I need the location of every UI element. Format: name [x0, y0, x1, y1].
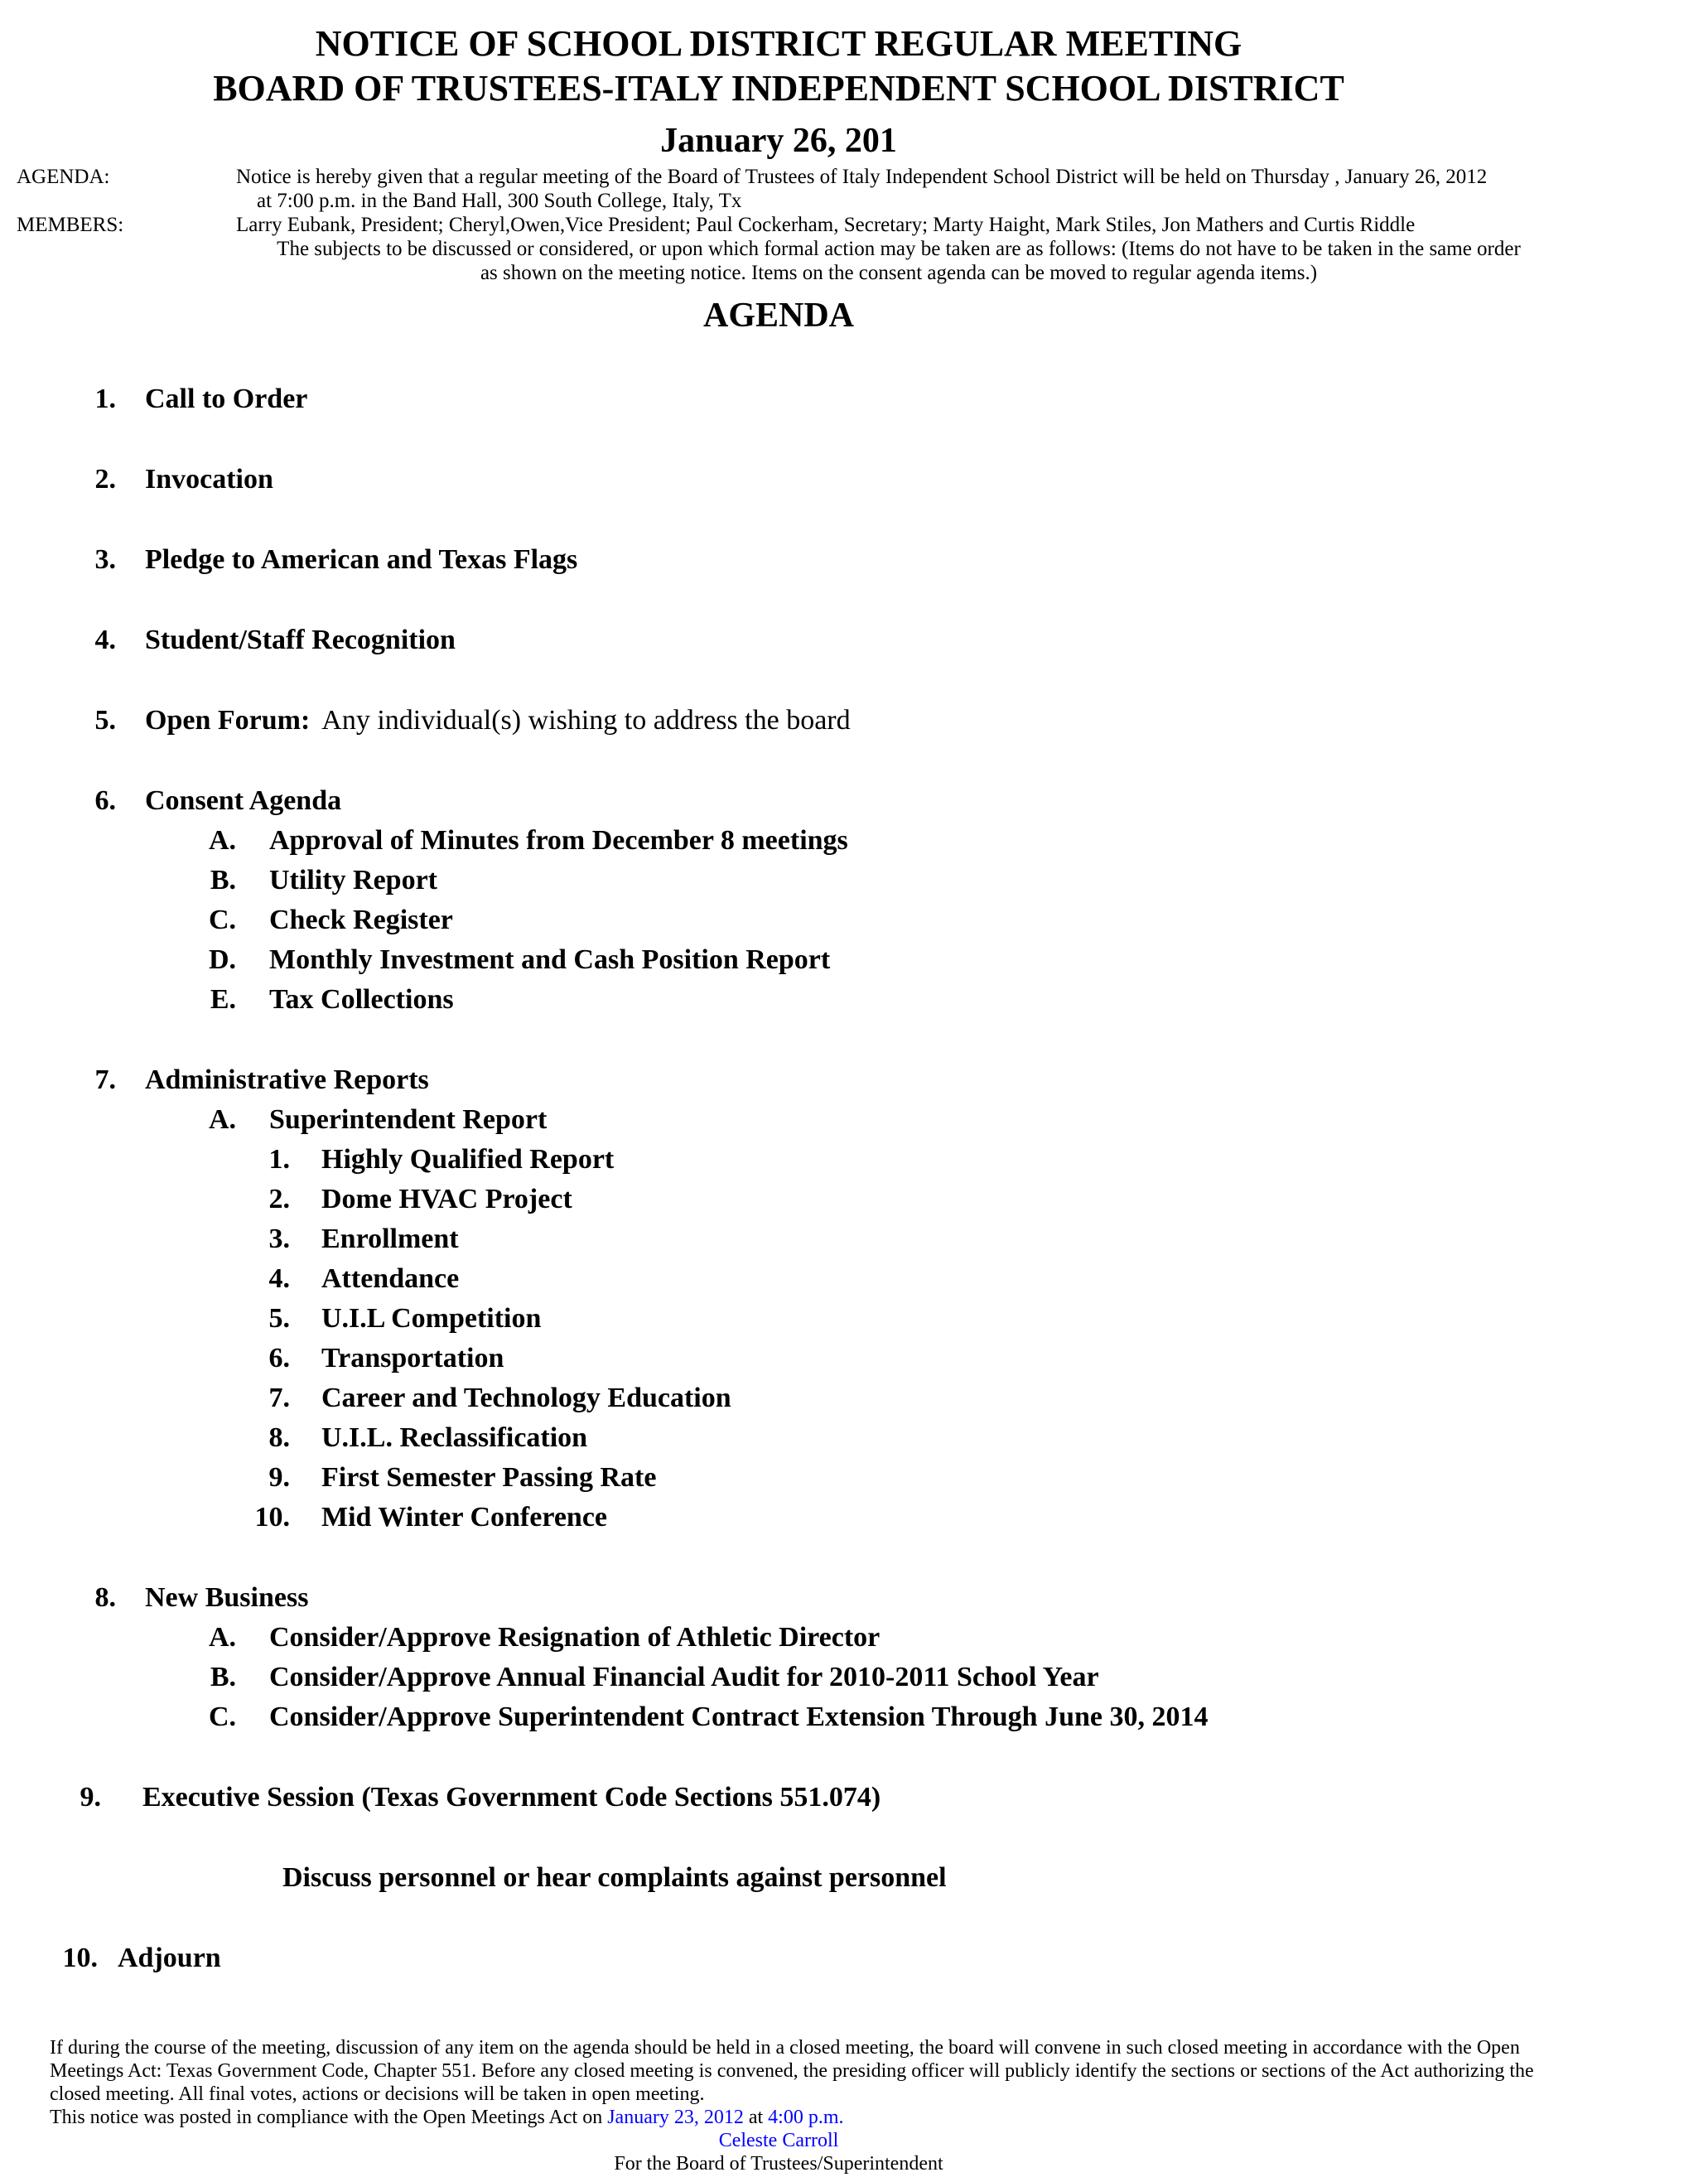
agenda-item-7A-3: [17, 1219, 1691, 1259]
agenda-item-5-number: 5.: [94, 705, 116, 736]
document-footer: [17, 2036, 1691, 2175]
agenda-item-7A-6: [17, 1339, 1691, 1378]
agenda-item-3: [17, 540, 1691, 580]
document-title-line2: BOARD OF TRUSTEES-ITALY INDEPENDENT SCHOOL DISTRICT: [213, 68, 1344, 109]
agenda-item-8-number: 8.: [94, 1582, 116, 1613]
subjects-note: [248, 237, 1549, 285]
subjects-note-line2: as shown on the meeting notice. Items on the consent agenda can be moved to regular agenda items.): [480, 262, 1318, 284]
posting-notice-prefix: This notice was posted in compliance with the Open Meetings Act on: [50, 2107, 608, 2128]
agenda-item-8C-letter: C.: [208, 1702, 236, 1732]
agenda-item-7A-8-label: U.I.L. Reclassification: [321, 1422, 588, 1453]
agenda-item-7A-8: [17, 1418, 1691, 1458]
agenda-item-6B-letter: B.: [210, 865, 236, 895]
agenda-item-7A-4-label: Attendance: [321, 1263, 460, 1294]
agenda-item-7A-1-number: 1.: [268, 1144, 290, 1175]
agenda-item-7A-6-label: Transportation: [321, 1343, 504, 1373]
agenda-item-7-number: 7.: [94, 1064, 116, 1095]
agenda-item-6-label: Consent Agenda: [145, 785, 342, 816]
agenda-item-7A-2-label: Dome HVAC Project: [321, 1184, 572, 1214]
agenda-item-7A-7: [17, 1378, 1691, 1418]
agenda-item-6E-label: Tax Collections: [269, 984, 454, 1015]
agenda-item-7A-label: Superintendent Report: [269, 1104, 548, 1135]
agenda-item-2-number: 2.: [94, 464, 116, 495]
agenda-item-6B: [17, 861, 1691, 900]
agenda-item-8B: [17, 1658, 1691, 1697]
agenda-item-6D-letter: D.: [208, 944, 236, 975]
agenda-item-10-label: Adjourn: [118, 1943, 221, 1973]
agenda-item-8B-letter: B.: [210, 1662, 236, 1692]
agenda-notice-row: [17, 165, 1691, 189]
agenda-item-6C-letter: C.: [208, 905, 236, 935]
agenda-item-7-label: Administrative Reports: [145, 1064, 429, 1095]
agenda-item-6-number: 6.: [94, 785, 116, 816]
meeting-date: January 26, 201: [660, 122, 897, 160]
agenda-item-8-label: New Business: [145, 1582, 309, 1613]
closed-meeting-paragraph: If during the course of the meeting, discussion of any item on the agenda should be held in a closed meeting, the board will convene in such closed meeting in accordance with the Open Meetings Act: Texas Government Code, Chapter 551. Before any closed meeting is convened, the presiding officer will publicly identify the sections or sections of the Act authorizing the closed meeting. All final votes, actions or decisions will be taken in open meeting.: [50, 2037, 1534, 2105]
agenda-item-4: [17, 620, 1691, 660]
agenda-item-7A-9-number: 9.: [268, 1462, 290, 1493]
agenda-item-7A-2-number: 2.: [268, 1184, 290, 1214]
signature-name: Celeste Carroll: [718, 2130, 839, 2151]
agenda-item-6A-label: Approval of Minutes from December 8 meetings: [269, 825, 848, 856]
agenda-item-6C-label: Check Register: [269, 905, 453, 935]
agenda-item-10-number: 10.: [62, 1943, 98, 1973]
agenda-item-9-label: Executive Session (Texas Government Code Sections 551.074): [142, 1782, 881, 1813]
agenda-item-7A-10: [17, 1498, 1691, 1538]
agenda-notice-text: Notice is hereby given that a regular meeting of the Board of Trustees of Italy Independent School District will be held on Thursday , January 26, 2012: [236, 166, 1488, 188]
agenda-item-7A-9-label: First Semester Passing Rate: [321, 1462, 657, 1493]
agenda-item-9: [17, 1778, 1691, 1818]
agenda-item-5: [17, 701, 1691, 741]
agenda-item-2: [17, 460, 1691, 500]
agenda-item-1-label: Call to Order: [145, 384, 308, 414]
agenda-item-8C: [17, 1697, 1691, 1737]
agenda-item-8A-label: Consider/Approve Resignation of Athletic Director: [269, 1622, 881, 1653]
agenda-item-7A-1-label: Highly Qualified Report: [321, 1144, 615, 1175]
agenda-item-7A-5-label: U.I.L Competition: [321, 1303, 542, 1334]
agenda-item-9-number: 9.: [80, 1782, 101, 1813]
agenda-item-7A-3-label: Enrollment: [321, 1224, 459, 1254]
members-text: Larry Eubank, President; Cheryl,Owen,Vice President; Paul Cockerham, Secretary; Marty Haight, Mark Stiles, Jon Mathers and Curtis Riddle: [236, 214, 1416, 236]
agenda-item-7A-9: [17, 1458, 1691, 1498]
agenda-item-5-label: Open Forum:: [145, 705, 311, 736]
agenda-label: AGENDA:: [17, 166, 110, 188]
agenda-item-7A-10-number: 10.: [254, 1502, 290, 1533]
document-header: [17, 22, 1541, 163]
subjects-note-line1: The subjects to be discussed or considered, or upon which formal action may be taken are as follows: (Items do not have to be taken in the same order: [277, 238, 1521, 260]
agenda-item-8A: [17, 1618, 1691, 1658]
agenda-item-6E-letter: E.: [210, 984, 236, 1015]
agenda-item-7: [17, 1060, 1691, 1100]
agenda-item-7A-5-number: 5.: [268, 1303, 290, 1334]
agenda-heading: AGENDA: [702, 297, 854, 335]
agenda-item-8B-label: Consider/Approve Annual Financial Audit for 2010-2011 School Year: [269, 1662, 1099, 1692]
agenda-item-6D-label: Monthly Investment and Cash Position Report: [269, 944, 831, 975]
agenda-item-6: [17, 781, 1691, 821]
agenda-item-7A-5: [17, 1299, 1691, 1339]
agenda-item-7A-8-number: 8.: [268, 1422, 290, 1453]
intro-block: [17, 165, 1691, 285]
posting-time: 4:00 p.m.: [768, 2107, 844, 2128]
agenda-item-6D: [17, 940, 1691, 980]
agenda-item-8C-label: Consider/Approve Superintendent Contract Extension Through June 30, 2014: [269, 1702, 1209, 1732]
posting-date: January 23, 2012: [607, 2107, 744, 2128]
agenda-item-7A-7-label: Career and Technology Education: [321, 1383, 731, 1413]
posting-conjunction: at: [743, 2107, 769, 2128]
agenda-list: [17, 379, 1691, 1978]
agenda-item-3-label: Pledge to American and Texas Flags: [145, 544, 578, 575]
agenda-item-7A-7-number: 7.: [268, 1383, 290, 1413]
agenda-item-4-label: Student/Staff Recognition: [145, 625, 456, 655]
agenda-item-7A-4: [17, 1259, 1691, 1299]
document-title-line1: NOTICE OF SCHOOL DISTRICT REGULAR MEETING: [315, 23, 1242, 64]
agenda-item-7A-2: [17, 1180, 1691, 1219]
agenda-item-7A-3-number: 3.: [268, 1224, 290, 1254]
agenda-item-7A-1: [17, 1140, 1691, 1180]
members-label: MEMBERS:: [17, 214, 124, 236]
agenda-item-6E: [17, 980, 1691, 1020]
agenda-item-1: [17, 379, 1691, 419]
agenda-item-2-label: Invocation: [145, 464, 273, 495]
agenda-item-6A-letter: A.: [208, 825, 236, 856]
agenda-item-6B-label: Utility Report: [269, 865, 438, 895]
agenda-item-6A: [17, 821, 1691, 861]
agenda-item-7A: [17, 1100, 1691, 1140]
agenda-item-1-number: 1.: [94, 384, 116, 414]
agenda-item-7A-10-label: Mid Winter Conference: [321, 1502, 607, 1533]
posting-notice-line: [50, 2106, 1691, 2129]
agenda-item-7A-6-number: 6.: [268, 1343, 290, 1373]
agenda-item-8A-letter: A.: [208, 1622, 236, 1653]
agenda-item-4-number: 4.: [94, 625, 116, 655]
agenda-item-7A-letter: A.: [208, 1104, 236, 1135]
agenda-item-8: [17, 1578, 1691, 1618]
agenda-item-5-description: Any individual(s) wishing to address the board: [321, 705, 851, 736]
agenda-item-10: [17, 1938, 1691, 1978]
executive-session-note: Discuss personnel or hear complaints against personnel: [282, 1862, 947, 1893]
agenda-item-3-number: 3.: [94, 544, 116, 575]
agenda-item-6C: [17, 900, 1691, 940]
agenda-item-7A-4-number: 4.: [268, 1263, 290, 1294]
agenda-notice-text-continued: at 7:00 p.m. in the Band Hall, 300 South College, Italy, Tx: [257, 190, 742, 212]
signature-role: For the Board of Trustees/Superintendent: [614, 2153, 943, 2175]
members-row: [17, 213, 1691, 237]
